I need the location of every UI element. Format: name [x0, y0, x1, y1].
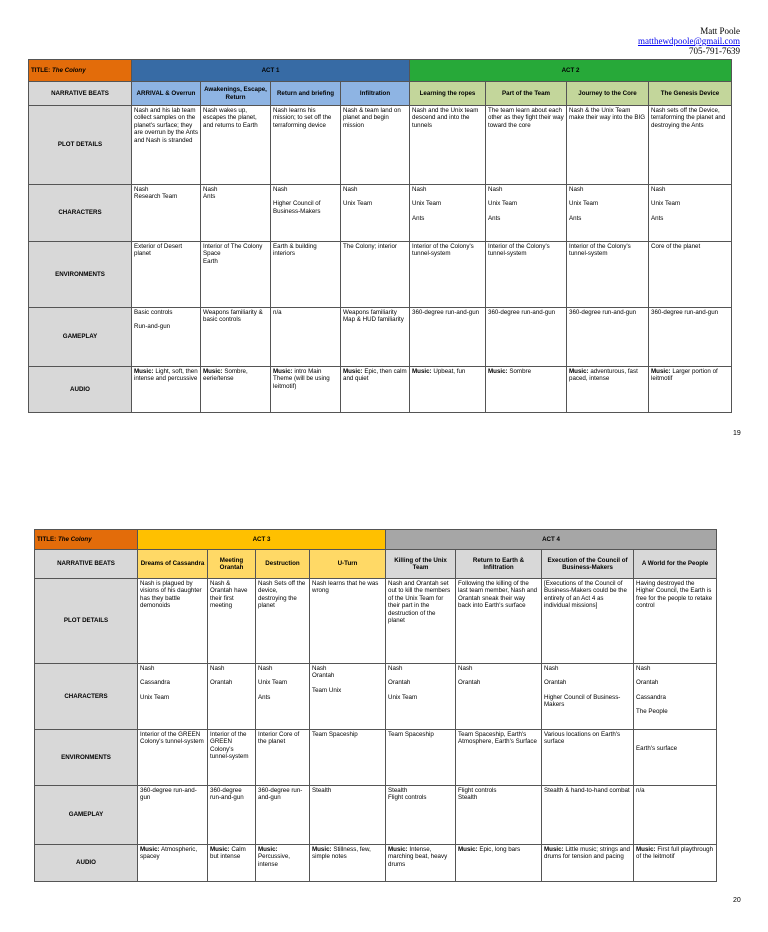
cell-gap — [388, 687, 453, 694]
environments-cell — [256, 730, 310, 786]
environments-cell — [138, 730, 208, 786]
characters-line: Ants — [569, 214, 582, 222]
environments-line: Exterior of Desert planet — [134, 243, 183, 258]
environments-line: Interior of the Colony's tunnel-system — [569, 243, 631, 258]
environments-line: Space — [203, 250, 221, 258]
characters-cell — [138, 664, 208, 730]
gameplay-line: Run-and-gun — [134, 323, 171, 331]
characters-cell — [649, 185, 732, 242]
audio-cell — [456, 845, 542, 882]
row-header-plot: PLOT DETAILS — [29, 106, 132, 185]
audio-cell — [649, 367, 732, 413]
characters-line: Higher Council of Business-Makers — [273, 200, 321, 215]
characters-line: Unix Team — [651, 200, 681, 208]
beat-header: Execution of the Council of Business-Makers — [542, 550, 634, 579]
plot-cell: Following the killing of the last team member, Nash and Orantah sneak their way back into Earth's surface — [456, 579, 542, 664]
characters-cell — [386, 664, 456, 730]
characters-cell — [201, 185, 271, 242]
characters-cell — [341, 185, 410, 242]
characters-line: Nash — [258, 665, 273, 672]
characters-line: Nash — [544, 665, 559, 672]
gameplay-cell — [310, 786, 386, 845]
gameplay-cell — [456, 786, 542, 845]
author-email-link[interactable]: matthewdpoole@gmail.com — [637, 36, 740, 46]
characters-cell — [486, 185, 567, 242]
audio-cell — [138, 845, 208, 882]
audio-label: Music: — [312, 846, 332, 853]
environments-cell — [132, 242, 201, 308]
plot-cell: Nash & the Unix Team make their way into the BIG — [567, 106, 649, 185]
audio-cell — [634, 845, 717, 882]
audio-label: Music: — [651, 368, 671, 375]
environments-cell — [486, 242, 567, 308]
environments-line: Interior of The Colony — [203, 243, 263, 250]
characters-cell — [310, 664, 386, 730]
cell-gap — [651, 193, 729, 200]
characters-line: Nash — [312, 665, 327, 672]
characters-line: Nash — [488, 186, 503, 193]
page-number: 19 — [733, 430, 741, 437]
audio-label: Music: — [273, 368, 293, 375]
characters-line: Orantah — [458, 679, 481, 687]
cell-gap — [636, 731, 714, 738]
characters-line: Nash — [203, 186, 218, 193]
characters-cell — [132, 185, 201, 242]
cell-gap — [544, 687, 631, 694]
audio-cell — [410, 367, 486, 413]
document-title — [29, 60, 132, 82]
audio-label: Music: — [388, 846, 408, 853]
characters-cell — [456, 664, 542, 730]
row-header-gameplay: GAMEPLAY — [35, 786, 138, 845]
beat-header: The Genesis Device — [649, 82, 732, 106]
environments-line: Core of the planet — [651, 243, 701, 250]
act-4-header: ACT 4 — [386, 530, 717, 550]
characters-cell — [208, 664, 256, 730]
gameplay-line: 360-degree run-and-gun — [488, 309, 556, 316]
row-header-audio: AUDIO — [29, 367, 132, 413]
act-1-header: ACT 1 — [132, 60, 410, 82]
gameplay-line: Stealth — [312, 787, 332, 794]
gameplay-cell — [132, 308, 201, 367]
environments-cell — [341, 242, 410, 308]
audio-label: Music: — [569, 368, 589, 375]
audio-text: Percussive, intense — [258, 853, 290, 868]
environments-line: Earth & building interiors — [273, 243, 317, 258]
environments-cell — [634, 730, 717, 786]
environments-line: Team Spaceship — [388, 731, 434, 738]
plot-cell: Nash learns that he was wrong — [310, 579, 386, 664]
audio-text: Sombre — [507, 368, 532, 375]
environments-cell — [649, 242, 732, 308]
characters-line: Unix Team — [569, 200, 599, 208]
characters-line: Nash — [343, 186, 358, 193]
plot-cell: Nash Sets off the device, destroying the planet — [256, 579, 310, 664]
environments-cell — [201, 242, 271, 308]
audio-label: Music: — [343, 368, 363, 375]
audio-label: Music: — [140, 846, 160, 853]
characters-line: Unix Team — [488, 200, 518, 208]
plot-cell: Nash & team land on planet and begin mission — [341, 106, 410, 185]
row-header-narrative-beats: NARRATIVE BEATS — [35, 550, 138, 579]
plot-cell: Nash and the Unix team descend and into the tunnels — [410, 106, 486, 185]
characters-cell — [542, 664, 634, 730]
audio-cell — [208, 845, 256, 882]
row-header-characters: CHARACTERS — [35, 664, 138, 730]
row-header-narrative-beats: NARRATIVE BEATS — [29, 82, 132, 106]
cell-gap — [258, 672, 307, 679]
environments-line: Interior of the Colony's tunnel-system — [412, 243, 474, 258]
characters-line: Nash — [651, 186, 666, 193]
audio-text: Epic, long bars — [477, 846, 521, 853]
characters-line: Orantah — [544, 679, 567, 687]
row-header-environments: ENVIRONMENTS — [29, 242, 132, 308]
audio-label: Music: — [134, 368, 154, 375]
cell-gap — [140, 687, 205, 694]
gameplay-line: 360-degree run-and-gun — [258, 787, 303, 802]
cell-gap — [134, 316, 198, 323]
environments-line: Interior of the GREEN Colony's tunnel-system — [210, 731, 249, 761]
audio-text: Upbeat, fun — [431, 368, 466, 375]
audio-text: Sombre, eerie/tense — [203, 368, 248, 383]
environments-line: The Colony; interior — [343, 243, 397, 250]
beat-header: Infiltration — [341, 82, 410, 106]
plot-cell: Nash & Orantah have their first meeting — [208, 579, 256, 664]
beat-header: Learning the ropes — [410, 82, 486, 106]
title-name: The Colony — [51, 66, 86, 74]
row-header-environments: ENVIRONMENTS — [35, 730, 138, 786]
gameplay-cell — [567, 308, 649, 367]
plot-cell: Nash and his lab team collect samples on the planet's surface; they are overrun by the Ants and Nash is stranded — [132, 106, 201, 185]
gameplay-line: Stealth & hand-to-hand combat — [544, 787, 630, 794]
cell-gap — [488, 208, 564, 215]
act-2-header: ACT 2 — [410, 60, 732, 82]
environments-line: Interior of the GREEN Colony's tunnel-system — [140, 731, 204, 746]
gameplay-line: n/a — [273, 309, 282, 316]
audio-text: Little music; strings and drums for tension and pacing — [544, 846, 630, 861]
audio-text: Light, soft, then intense and percussive — [134, 368, 198, 383]
gameplay-line: Basic controls — [134, 309, 173, 316]
characters-line: Team Unix — [312, 686, 342, 694]
characters-line: Nash — [412, 186, 427, 193]
audio-cell — [201, 367, 271, 413]
page-number: 20 — [733, 897, 741, 904]
audio-text: Epic, then calm and quiet — [343, 368, 407, 383]
plot-cell: [Executions of the Council of Business-Makers could be the entirety of an Act 4 as individual missions] — [542, 579, 634, 664]
title-prefix: TITLE: — [37, 535, 58, 543]
cell-gap — [458, 672, 539, 679]
gameplay-cell — [542, 786, 634, 845]
plot-cell: Having destroyed the Higher Council, the Earth is free for the people to retake control — [634, 579, 717, 664]
audio-cell — [271, 367, 341, 413]
gameplay-cell — [649, 308, 732, 367]
plot-cell: Nash learns his mission; to set off the terraforming device — [271, 106, 341, 185]
cell-gap — [343, 193, 407, 200]
audio-text: First full playthrough of the leitmotif — [636, 846, 714, 861]
story-table-acts-1-2 — [28, 59, 732, 413]
environments-line: Various locations on Earth's surface — [544, 731, 621, 746]
cell-gap — [140, 672, 205, 679]
environments-cell — [410, 242, 486, 308]
characters-line: Ants — [651, 214, 664, 222]
characters-line: Nash — [569, 186, 584, 193]
gameplay-cell — [486, 308, 567, 367]
environments-line: Interior Core of the planet — [258, 731, 300, 746]
cell-gap — [636, 687, 714, 694]
characters-line: Unix Team — [388, 693, 418, 701]
gameplay-cell — [138, 786, 208, 845]
audio-label: Music: — [544, 846, 564, 853]
characters-line: Ants — [258, 693, 271, 701]
cell-gap — [388, 672, 453, 679]
characters-line: Nash — [388, 665, 403, 672]
gameplay-line: 360-degree run-and-gun — [210, 787, 244, 802]
cell-gap — [412, 208, 483, 215]
environments-cell — [271, 242, 341, 308]
row-header-plot: PLOT DETAILS — [35, 579, 138, 664]
cell-gap — [412, 193, 483, 200]
audio-text: Calm but intense — [210, 846, 246, 861]
beat-header: Dreams of Cassandra — [138, 550, 208, 579]
cell-gap — [636, 701, 714, 708]
gameplay-cell — [341, 308, 410, 367]
gameplay-line: Flight controls — [458, 787, 497, 794]
characters-line: Ants — [412, 214, 425, 222]
gameplay-cell — [386, 786, 456, 845]
characters-line: Orantah — [388, 679, 411, 687]
characters-line: Higher Council of Business-Makers — [544, 693, 621, 709]
cell-gap — [544, 672, 631, 679]
author-header — [638, 26, 740, 56]
audio-text: Intense, marching beat, heavy drums — [388, 846, 448, 868]
characters-line: Ants — [488, 214, 501, 222]
gameplay-line: 360-degree run-and-gun — [412, 309, 480, 316]
beat-header: Journey to the Core — [567, 82, 649, 106]
row-header-audio: AUDIO — [35, 845, 138, 882]
characters-line: Nash — [210, 665, 225, 672]
cell-gap — [651, 208, 729, 215]
gameplay-cell — [208, 786, 256, 845]
gameplay-line: Map & HUD familiarity — [343, 316, 404, 324]
environments-line: Earth — [203, 257, 218, 265]
audio-text: Larger portion of leitmotif — [651, 368, 718, 383]
document-title — [35, 530, 138, 550]
beat-header: Awakenings, Escape, Return — [201, 82, 271, 106]
gameplay-line: Stealth — [388, 787, 408, 794]
beat-header: A World for the People — [634, 550, 717, 579]
characters-line: Nash — [636, 665, 651, 672]
beat-header: Part of the Team — [486, 82, 567, 106]
plot-cell: Nash sets off the Device, terraforming the planet and destroying the Ants — [649, 106, 732, 185]
audio-label: Music: — [488, 368, 508, 375]
audio-cell — [310, 845, 386, 882]
environments-line: Earth's surface — [636, 745, 678, 752]
gameplay-cell — [634, 786, 717, 845]
characters-line: Unix Team — [343, 200, 373, 208]
cell-gap — [569, 208, 646, 215]
characters-line: Orantah — [312, 672, 335, 680]
cell-gap — [636, 672, 714, 679]
audio-label: Music: — [203, 368, 223, 375]
characters-cell — [410, 185, 486, 242]
environments-cell — [542, 730, 634, 786]
characters-line: Orantah — [636, 679, 659, 687]
audio-label: Music: — [258, 846, 278, 853]
gameplay-line: Stealth — [458, 794, 478, 802]
cell-gap — [258, 687, 307, 694]
environments-line: Interior of the Colony's tunnel-system — [488, 243, 550, 258]
gameplay-cell — [201, 308, 271, 367]
gameplay-line: 360-degree run-and-gun — [569, 309, 637, 316]
beat-header: Meeting Orantah — [208, 550, 256, 579]
characters-line: Unix Team — [258, 679, 288, 687]
cell-gap — [636, 738, 714, 745]
characters-line: Cassandra — [636, 693, 666, 701]
characters-line: Cassandra — [140, 679, 170, 687]
audio-cell — [256, 845, 310, 882]
characters-cell — [634, 664, 717, 730]
title-name: The Colony — [57, 535, 92, 543]
audio-text: adventurous, fast paced, intense — [569, 368, 638, 383]
audio-cell — [341, 367, 410, 413]
gameplay-cell — [410, 308, 486, 367]
characters-line: Ants — [203, 193, 216, 201]
environments-line: Team Spaceship — [312, 731, 358, 738]
audio-label: Music: — [412, 368, 432, 375]
gameplay-line: 360-degree run-and-gun — [651, 309, 719, 316]
environments-cell — [208, 730, 256, 786]
title-prefix: TITLE: — [31, 66, 52, 74]
audio-text: Atmospheric, spacey — [140, 846, 198, 861]
gameplay-line: Weapons familiarity & basic controls — [203, 309, 263, 324]
beat-header: Destruction — [256, 550, 310, 579]
audio-cell — [567, 367, 649, 413]
characters-line: Nash — [134, 186, 149, 193]
plot-cell: Nash wakes up, escapes the planet, and returns to Earth — [201, 106, 271, 185]
cell-gap — [210, 672, 253, 679]
characters-line: Unix Team — [412, 200, 442, 208]
characters-cell — [271, 185, 341, 242]
cell-gap — [569, 193, 646, 200]
cell-gap — [273, 193, 338, 200]
audio-text: intro Main Theme (will be using leitmotif) — [273, 368, 330, 390]
gameplay-line: Weapons familiarity — [343, 309, 397, 316]
environments-cell — [567, 242, 649, 308]
audio-text: Stillness, few, simple notes — [312, 846, 371, 861]
audio-cell — [542, 845, 634, 882]
audio-cell — [486, 367, 567, 413]
characters-line: Nash — [273, 186, 288, 193]
beat-header: U-Turn — [310, 550, 386, 579]
author-phone: 705-791-7639 — [689, 46, 740, 56]
audio-label: Music: — [210, 846, 230, 853]
story-table-acts-3-4 — [34, 529, 717, 882]
author-name: Matt Poole — [700, 26, 740, 36]
row-header-characters: CHARACTERS — [29, 185, 132, 242]
plot-cell: The team learn about each other as they fight their way toward the core — [486, 106, 567, 185]
characters-line: The People — [636, 708, 668, 716]
beat-header: Return and briefing — [271, 82, 341, 106]
environments-cell — [386, 730, 456, 786]
cell-gap — [312, 680, 383, 687]
plot-cell: Nash and Orantah set out to kill the members of the Unix Team for their part in the destruction of the planet — [386, 579, 456, 664]
audio-cell — [386, 845, 456, 882]
characters-line: Unix Team — [140, 693, 170, 701]
characters-line: Research Team — [134, 193, 178, 201]
beat-header: Killing of the Unix Team — [386, 550, 456, 579]
characters-cell — [567, 185, 649, 242]
audio-label: Music: — [458, 846, 478, 853]
row-header-gameplay: GAMEPLAY — [29, 308, 132, 367]
environments-line: Team Spaceship, Earth's Atmosphere, Earth's Surface — [458, 731, 537, 746]
beat-header: Return to Earth & Infiltration — [456, 550, 542, 579]
environments-cell — [310, 730, 386, 786]
environments-cell — [456, 730, 542, 786]
cell-gap — [488, 193, 564, 200]
characters-line: Orantah — [210, 679, 233, 687]
audio-label: Music: — [636, 846, 656, 853]
gameplay-line: n/a — [636, 787, 645, 794]
characters-line: Nash — [458, 665, 473, 672]
plot-cell: Nash is plagued by visions of his daughter has they battle demonoids — [138, 579, 208, 664]
beat-header: ARRIVAL & Overrun — [132, 82, 201, 106]
audio-cell — [132, 367, 201, 413]
act-3-header: ACT 3 — [138, 530, 386, 550]
characters-line: Nash — [140, 665, 155, 672]
gameplay-line: Flight controls — [388, 794, 427, 802]
gameplay-cell — [271, 308, 341, 367]
characters-cell — [256, 664, 310, 730]
gameplay-line: 360-degree run-and-gun — [140, 787, 197, 802]
gameplay-cell — [256, 786, 310, 845]
